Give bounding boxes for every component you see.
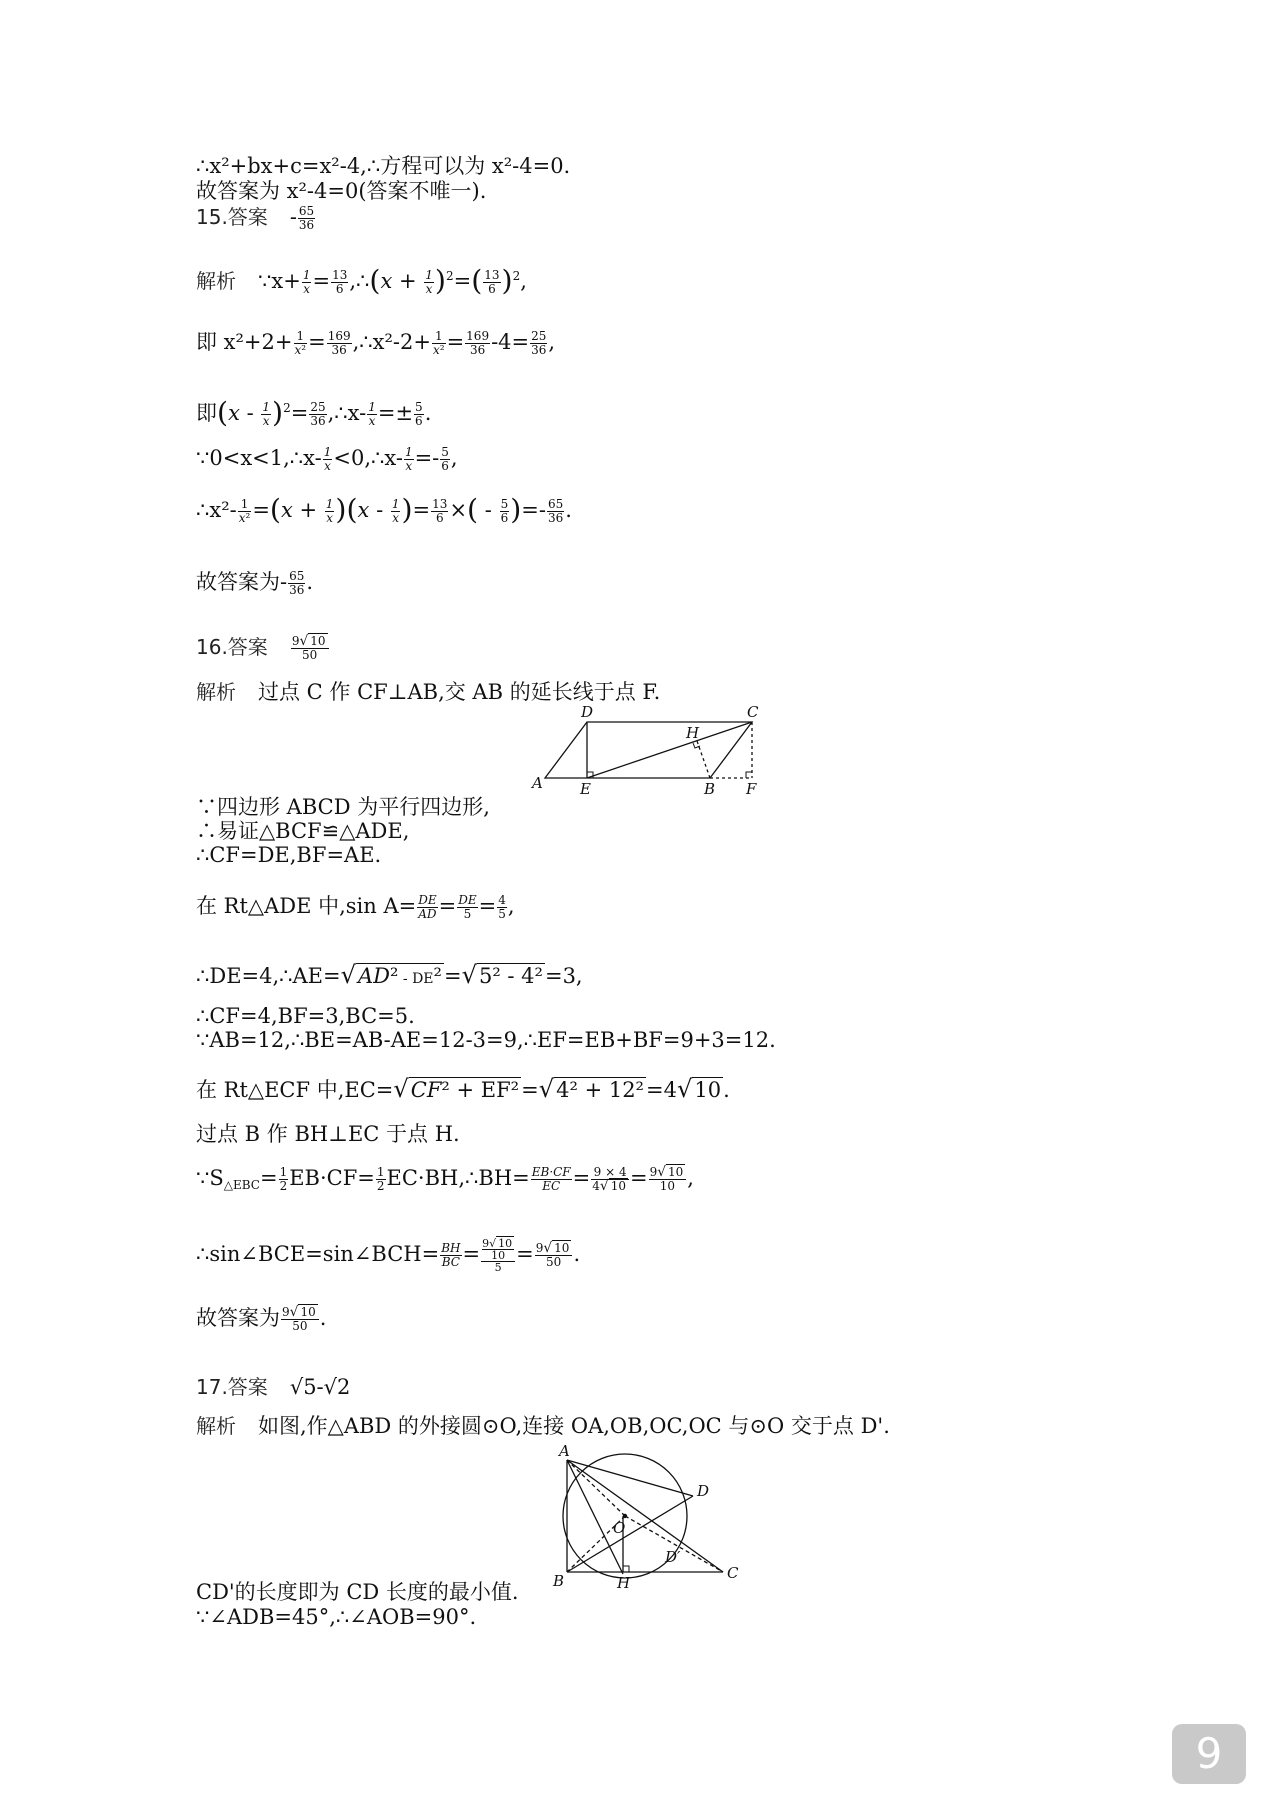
label-c: C (747, 703, 759, 721)
q15-line-2: 即 x²+2+ $\frac{1}{\text{x²}}$ = $\frac{169}{36}$ ,∴x²-2+ $\frac{1}{\text{x²}}$ = $\frac{169}{36}$ -4= $\frac{25}{36}$ , (196, 329, 556, 357)
q16-line-12: ∴sin∠BCE=sin∠BCH= $\frac{BH}{BC}$ = 9√ 10 10 5 = $\frac{9√ 10}{50}$ . (196, 1237, 581, 1274)
q16-line-6: ∴DE=4,∴AE=√AD² - DE²=√5² - 4²=3, (196, 961, 583, 989)
parallelogram-figure (530, 700, 770, 800)
q16-line-10: 过点 B 作 BH⊥EC 于点 H. (196, 1122, 460, 1146)
q17-line-3: ∵∠ADB=45°,∴∠AOB=90°. (196, 1605, 477, 1629)
q15-conclusion: 故答案为- $\frac{65}{36}$ . (196, 569, 314, 597)
q16-line-11: $\because S_{\triangle EBC}=$ $\frac{1}{2}$ EB·CF= $\frac{1}{2}$ EC·BH,∴BH= $\frac{EB\cdot CF}{EC}$ = $\frac{9 \times 4}{4√ 10}$ = $\frac{9√ 10}{10}$ , (196, 1164, 694, 1194)
q15-line-4: ∵0<x<1,∴x- $\frac{1}{x}$ <0,∴x- $\frac{1}{x}$ =- $\frac{5}{6}$ , (196, 445, 458, 473)
label-b: B (704, 780, 716, 798)
q15-line-1: 解析 ∵x+ $\frac{1}{x}$ = $\frac{13}{6}$ ,∴(x + $\frac{1}{x}$ )$^2$=( $\frac{13}{6}$ )$^2$, (196, 264, 527, 297)
q16-line-7: ∴CF=4,BF=3,BC=5. (196, 1004, 415, 1028)
label-h: H (686, 724, 700, 742)
label-f: F (746, 780, 757, 798)
q16-conclusion: 故答案为 $\frac{9√ 10}{50}$ . (196, 1304, 327, 1333)
q16-line-9: 在 Rt△ECF 中,EC=√CF² + EF²=√4² + 12²=4√10. (196, 1075, 730, 1103)
text-line: 故答案为 x²-4=0(答案不唯一). (196, 179, 487, 203)
q16-line-1: 解析 过点 C 作 CF⊥AB,交 AB 的延长线于点 F. (196, 680, 661, 704)
label-h: H (617, 1574, 631, 1588)
label-e: E (580, 780, 591, 798)
q16-line-5: 在 Rt△ADE 中,sin A= $\frac{DE}{AD}$ = $\frac{DE}{5}$ = $\frac{4}{5}$ , (196, 893, 515, 921)
label-o: O (613, 1519, 626, 1537)
label-b: B (553, 1572, 565, 1588)
label-d-prime: D′ (665, 1548, 681, 1566)
q16-answer: 16.答案 $\frac{9√ 10}{50}$ (196, 635, 330, 662)
q15-line-3: 即(x - $\frac{1}{x}$ )$^2$= $\frac{25}{36}$ ,∴x- $\frac{1}{x}$ =± $\frac{5}{6}$ . (196, 396, 432, 429)
q17-answer: 17.答案 √5-√2 (196, 1375, 351, 1399)
q17-line-2: CD'的长度即为 CD 长度的最小值. (196, 1580, 519, 1604)
label-a: A (532, 774, 543, 792)
q15-answer: 15.答案 - $\frac{65}{36}$ (196, 204, 315, 232)
q16-line-3: ∴易证△BCF≌△ADE, (196, 819, 410, 843)
q17-line-1: 解析 如图,作△ABD 的外接圆⊙O,连接 OA,OB,OC,OC 与⊙O 交于点 D'. (196, 1414, 890, 1438)
q15-line-5: ∴x²- $\frac{1}{\text{x²}}$ =(x + $\frac{1}{x}$ )(x - $\frac{1}{x}$ )= $\frac{13}{6}$ ×( - $\frac{5}{6}$ )=- $\frac{65}{36}$ . (196, 493, 572, 526)
q16-line-4: ∴CF=DE,BF=AE. (196, 843, 382, 867)
q16-line-2: ∵四边形 ABCD 为平行四边形, (196, 795, 490, 819)
text-line: ∴x²+bx+c=x²-4,∴方程可以为 x²-4=0. (196, 154, 571, 178)
label-a: A (559, 1442, 570, 1460)
page-number: 9 (1172, 1724, 1246, 1784)
label-d: D (697, 1482, 710, 1500)
circle-figure (545, 1438, 745, 1588)
q16-line-8: ∵AB=12,∴BE=AB-AE=12-3=9,∴EF=EB+BF=9+3=12. (196, 1028, 776, 1052)
label-c: C (727, 1564, 739, 1582)
label-d: D (581, 703, 594, 721)
